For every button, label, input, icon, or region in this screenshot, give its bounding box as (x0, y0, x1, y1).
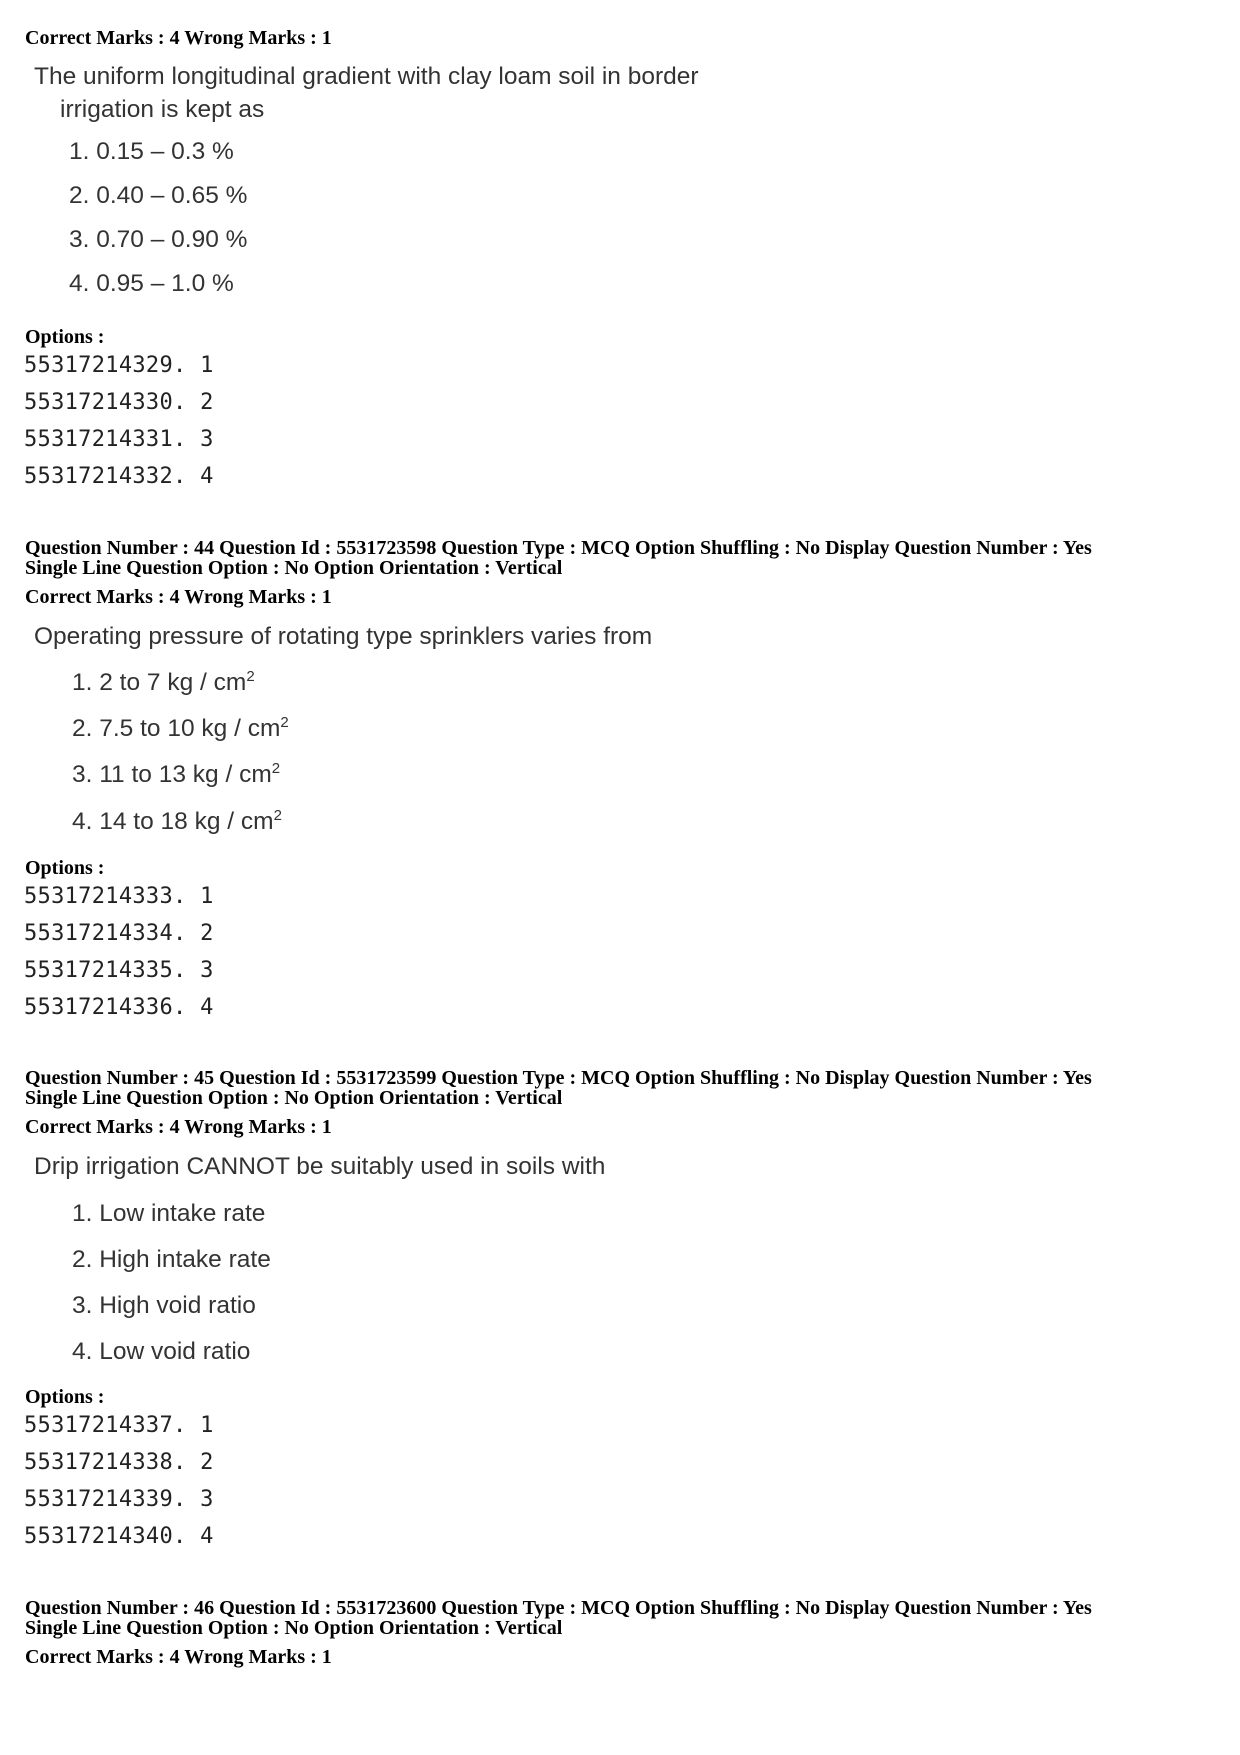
options-label: Options : (25, 1386, 105, 1408)
option-id: 55317214337. 1 (24, 1413, 214, 1438)
choice-item: 4. 14 to 18 kg / $cm^2$ (72, 807, 282, 835)
question-header: Single Line Question Option : No Option Orientation : Vertical (25, 1617, 563, 1639)
option-id: 55317214334. 2 (24, 921, 214, 946)
choice-item: 2. 7.5 to 10 kg / $cm^2$ (72, 714, 289, 742)
choice-item: 3. High void ratio (72, 1292, 256, 1319)
question-header: Question Number : 45 Question Id : 5531723599 Question Type : MCQ Option Shuffling : No Display Question Number : Yes (25, 1067, 1092, 1089)
choice-item: 1. 2 to 7 kg / $cm^2$ (72, 668, 255, 696)
choice-item: 4. 0.95 – 1.0 % (69, 270, 234, 297)
option-id: 55317214332. 4 (24, 464, 214, 489)
option-id: 55317214331. 3 (24, 427, 214, 452)
choice-item: 1. 0.15 – 0.3 % (69, 138, 234, 165)
choice-item: 3. 11 to 13 kg / $cm^2$ (72, 760, 281, 788)
question-text: Operating pressure of rotating type sprinklers varies from (34, 623, 653, 650)
option-id: 55317214339. 3 (24, 1487, 214, 1512)
question-text: Drip irrigation CANNOT be suitably used in soils with (34, 1153, 606, 1180)
question-header: Question Number : 44 Question Id : 5531723598 Question Type : MCQ Option Shuffling : No Display Question Number : Yes (25, 537, 1092, 559)
choice-item: 1. Low intake rate (72, 1200, 266, 1227)
marks-line: Correct Marks : 4 Wrong Marks : 1 (25, 1646, 332, 1668)
marks-line: Correct Marks : 4 Wrong Marks : 1 (25, 27, 332, 49)
choice-item: 2. High intake rate (72, 1246, 271, 1273)
choice-item: 4. Low void ratio (72, 1338, 251, 1365)
option-id: 55317214329. 1 (24, 353, 214, 378)
question-header: Question Number : 46 Question Id : 5531723600 Question Type : MCQ Option Shuffling : No Display Question Number : Yes (25, 1597, 1092, 1619)
option-id: 55317214336. 4 (24, 995, 214, 1020)
marks-line: Correct Marks : 4 Wrong Marks : 1 (25, 1116, 332, 1138)
option-id: 55317214335. 3 (24, 958, 214, 983)
option-id: 55317214340. 4 (24, 1524, 214, 1549)
options-label: Options : (25, 857, 105, 879)
options-label: Options : (25, 326, 105, 348)
question-header: Single Line Question Option : No Option Orientation : Vertical (25, 557, 563, 579)
option-id: 55317214333. 1 (24, 884, 214, 909)
question-header: Single Line Question Option : No Option Orientation : Vertical (25, 1087, 563, 1109)
option-id: 55317214330. 2 (24, 390, 214, 415)
choice-item: 3. 0.70 – 0.90 % (69, 226, 248, 253)
option-id: 55317214338. 2 (24, 1450, 214, 1475)
choice-item: 2. 0.40 – 0.65 % (69, 182, 248, 209)
question-text: The uniform longitudinal gradient with clay loam soil in border (34, 63, 699, 90)
question-text: irrigation is kept as (60, 96, 265, 123)
marks-line: Correct Marks : 4 Wrong Marks : 1 (25, 586, 332, 608)
